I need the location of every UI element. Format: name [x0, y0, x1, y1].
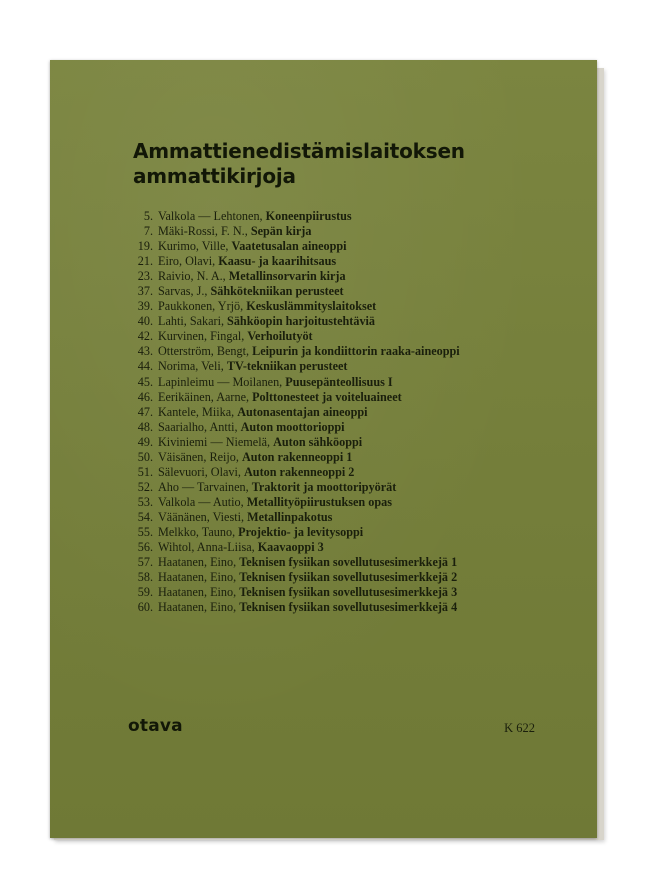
- entry-text: [158, 284, 530, 299]
- entry-author: Mäki-Rossi, F. N.,: [158, 224, 251, 239]
- entry-author: Eiro, Olavi,: [158, 254, 219, 269]
- entry-title: Sähköopin harjoitustehtäviä: [227, 314, 376, 329]
- list-item: [130, 420, 530, 435]
- list-item: [130, 329, 530, 344]
- list-item: [130, 435, 530, 450]
- entry-author: Wihtol, Anna-Liisa,: [158, 540, 258, 555]
- entry-number: 40.: [137, 314, 153, 329]
- entry-number: 37.: [137, 284, 153, 299]
- list-item: [130, 375, 530, 390]
- entry-number: 53.: [137, 494, 153, 509]
- entry-text: [158, 405, 530, 420]
- entry-author: Kiviniemi — Niemelä,: [158, 434, 274, 449]
- entry-author: Lapinleimu — Moilanen,: [158, 374, 286, 389]
- list-item: [130, 224, 530, 239]
- entry-text: [158, 329, 530, 344]
- entry-title: Metallinpakotus: [247, 509, 333, 524]
- book-list: [130, 209, 530, 615]
- list-item: [130, 465, 530, 480]
- entry-author: Aho — Tarvainen,: [158, 479, 252, 494]
- entry-author: Eerikäinen, Aarne,: [158, 389, 253, 404]
- entry-title: Leipurin ja kondiittorin raaka-aineoppi: [252, 344, 460, 359]
- list-item: [130, 570, 530, 585]
- entry-title: Traktorit ja moottoripyörät: [251, 479, 397, 494]
- entry-text: [158, 495, 530, 510]
- entry-text: [158, 570, 530, 585]
- entry-text: [158, 435, 530, 450]
- entry-text: [158, 209, 530, 224]
- entry-text: [158, 299, 530, 314]
- entry-title: Kaavaoppi 3: [257, 540, 324, 555]
- entry-author: Haatanen, Eino,: [158, 570, 240, 585]
- series-title-line2: ammattikirjoja: [133, 164, 296, 188]
- list-item: [130, 314, 530, 329]
- entry-author: Lahti, Sakari,: [158, 314, 228, 329]
- list-item: [130, 585, 530, 600]
- entry-number: 54.: [137, 509, 153, 524]
- list-item: [130, 555, 530, 570]
- entry-title: Verhoilutyöt: [247, 329, 313, 344]
- entry-number: 50.: [137, 449, 153, 464]
- entry-author: Haatanen, Eino,: [158, 600, 240, 615]
- entry-title: Teknisen fysiikan sovellutusesimerkkejä 2: [239, 570, 458, 585]
- list-item: [130, 209, 530, 224]
- list-item: [130, 510, 530, 525]
- entry-text: [158, 525, 530, 540]
- entry-title: Puusepänteollisuus I: [285, 374, 393, 389]
- entry-title: Auton sähköoppi: [273, 434, 363, 449]
- entry-title: TV-tekniikan perusteet: [226, 359, 348, 374]
- entry-text: [158, 344, 530, 359]
- list-item: [130, 284, 530, 299]
- entry-number: 51.: [137, 464, 153, 479]
- entry-author: Haatanen, Eino,: [158, 585, 240, 600]
- entry-text: [158, 314, 530, 329]
- list-item: [130, 239, 530, 254]
- list-item: [130, 359, 530, 374]
- entry-number: 23.: [137, 269, 153, 284]
- entry-text: [158, 359, 530, 374]
- entry-author: Sarvas, J.,: [158, 284, 211, 299]
- entry-number: 7.: [143, 224, 153, 239]
- entry-title: Sepän kirja: [250, 224, 312, 239]
- entry-author: Kurimo, Ville,: [158, 239, 232, 254]
- list-item: [130, 405, 530, 420]
- entry-author: Väisänen, Reijo,: [158, 449, 242, 464]
- entry-title: Teknisen fysiikan sovellutusesimerkkejä 3: [239, 585, 458, 600]
- entry-number: 52.: [137, 479, 153, 494]
- entry-text: [158, 540, 530, 555]
- publisher-logo: otava: [128, 716, 183, 736]
- entry-number: 43.: [137, 344, 153, 359]
- entry-number: 44.: [137, 359, 153, 374]
- entry-number: 21.: [137, 254, 153, 269]
- entry-number: 48.: [137, 419, 153, 434]
- entry-number: 42.: [137, 329, 153, 344]
- entry-author: Norima, Veli,: [158, 359, 227, 374]
- entry-text: [158, 555, 530, 570]
- list-item: [130, 540, 530, 555]
- entry-text: [158, 420, 530, 435]
- list-item: [130, 525, 530, 540]
- entry-author: Melkko, Tauno,: [158, 524, 239, 539]
- entry-number: 55.: [137, 524, 153, 539]
- entry-number: 39.: [137, 299, 153, 314]
- list-item: [130, 450, 530, 465]
- entry-author: Väänänen, Viesti,: [158, 509, 248, 524]
- entry-number: 56.: [137, 540, 153, 555]
- entry-number: 59.: [137, 585, 153, 600]
- entry-text: [158, 375, 530, 390]
- series-title: [133, 139, 465, 189]
- entry-text: [158, 239, 530, 254]
- entry-title: Auton rakenneoppi 1: [241, 449, 353, 464]
- book-back-cover: [50, 60, 597, 838]
- entry-text: [158, 390, 530, 405]
- entry-title: Koneenpiirustus: [265, 209, 352, 223]
- entry-title: Auton rakenneoppi 2: [243, 464, 355, 479]
- entry-author: Haatanen, Eino,: [158, 555, 240, 570]
- entry-title: Auton moottorioppi: [240, 419, 345, 434]
- entry-title: Vaatetusalan aineoppi: [231, 239, 347, 254]
- entry-title: Teknisen fysiikan sovellutusesimerkkejä 1: [239, 555, 458, 570]
- entry-number: 45.: [137, 374, 153, 389]
- entry-author: Paukkonen, Yrjö,: [158, 299, 247, 314]
- entry-title: Keskuslämmityslaitokset: [246, 299, 377, 314]
- entry-author: Kantele, Miika,: [158, 404, 238, 419]
- entry-text: [158, 480, 530, 495]
- entry-author: Otterström, Bengt,: [158, 344, 253, 359]
- list-item: [130, 480, 530, 495]
- entry-number: 49.: [137, 434, 153, 449]
- list-item: [130, 254, 530, 269]
- entry-text: [158, 465, 530, 480]
- entry-title: Metallinsorvarin kirja: [228, 269, 346, 284]
- entry-author: Valkola — Autio,: [158, 494, 247, 509]
- entry-author: Saarialho, Antti,: [158, 419, 241, 434]
- entry-number: 5.: [143, 209, 153, 223]
- entry-title: Sähkötekniikan perusteet: [210, 284, 344, 299]
- entry-number: 46.: [137, 389, 153, 404]
- list-item: [130, 495, 530, 510]
- entry-author: Valkola — Lehtonen,: [158, 209, 266, 223]
- entry-author: Raivio, N. A.,: [158, 269, 229, 284]
- entry-number: 60.: [137, 600, 153, 615]
- list-item: [130, 390, 530, 405]
- entry-text: [158, 510, 530, 525]
- list-item: [130, 269, 530, 284]
- series-title-line1: Ammattienedistämislaitoksen: [133, 139, 465, 163]
- entry-title: Autonasentajan aineoppi: [237, 404, 368, 419]
- catalog-code: K 622: [504, 721, 535, 735]
- entry-text: [158, 600, 530, 615]
- entry-text: [158, 224, 530, 239]
- entry-text: [158, 450, 530, 465]
- list-item: [130, 299, 530, 314]
- entry-number: 57.: [137, 555, 153, 570]
- entry-title: Kaasu- ja kaarihitsaus: [218, 254, 337, 269]
- entry-number: 47.: [137, 404, 153, 419]
- entry-number: 19.: [137, 239, 153, 254]
- entry-title: Projektio- ja levitysoppi: [238, 524, 364, 539]
- entry-text: [158, 254, 530, 269]
- entry-title: Polttonesteet ja voiteluaineet: [252, 389, 402, 404]
- entry-text: [158, 269, 530, 284]
- list-item: [130, 600, 530, 615]
- entry-author: Sälevuori, Olavi,: [158, 464, 244, 479]
- entry-title: Teknisen fysiikan sovellutusesimerkkejä 4: [239, 600, 458, 615]
- list-item: [130, 344, 530, 359]
- entry-author: Kurvinen, Fingal,: [158, 329, 248, 344]
- entry-text: [158, 585, 530, 600]
- entry-title: Metallityöpiirustuksen opas: [246, 494, 392, 509]
- entry-number: 58.: [137, 570, 153, 585]
